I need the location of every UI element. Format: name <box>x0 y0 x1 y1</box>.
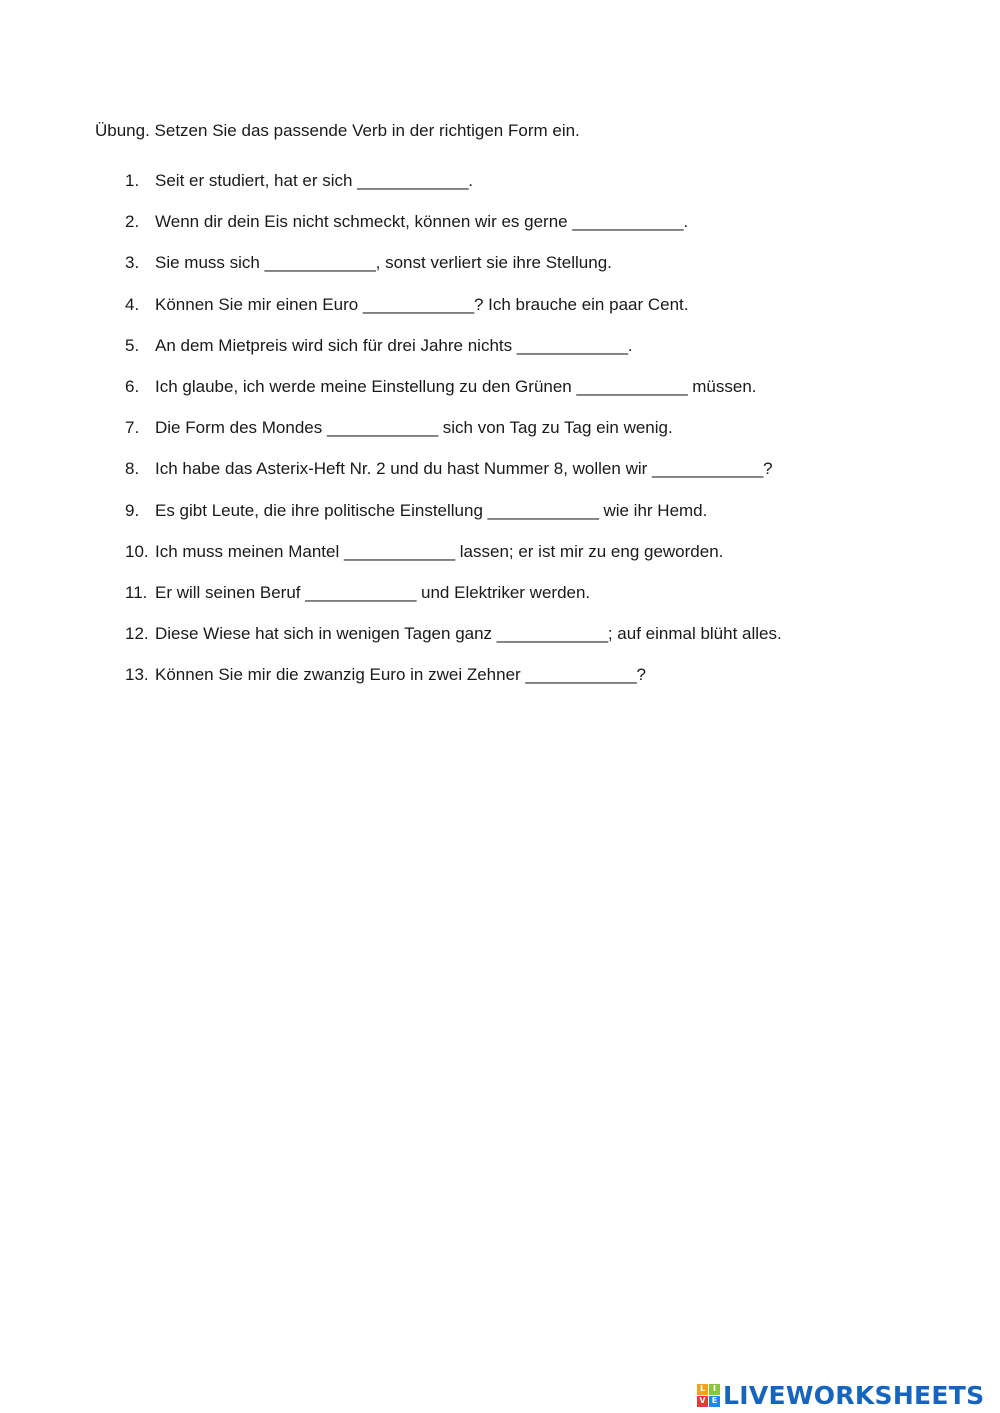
logo-mark-cell: L <box>697 1384 708 1395</box>
sentence-text-before: Seit er studiert, hat er sich <box>155 171 358 190</box>
answer-blank[interactable]: ____________ <box>362 294 474 314</box>
sentence-text-after: . <box>627 335 633 355</box>
sentence-text-before: Können Sie mir die zwanzig Euro in zwei Zehner <box>155 665 526 685</box>
logo-mark-cell: E <box>709 1396 720 1407</box>
item-sentence <box>155 417 673 439</box>
item-sentence <box>155 335 633 357</box>
item-number: 1. <box>125 171 140 190</box>
item-number: 3. <box>125 253 140 273</box>
item-number: 11. <box>125 582 148 602</box>
item-number: 6. <box>125 376 140 396</box>
item-sentence <box>155 582 590 604</box>
item-number: 9. <box>125 500 140 520</box>
item-sentence <box>155 541 723 563</box>
item-number: 4. <box>125 294 140 314</box>
sentence-text-after: ; auf einmal blüht alles. <box>607 624 782 644</box>
sentence-text-before: Wenn dir dein Eis nicht schmeckt, können wir es gerne <box>155 212 573 232</box>
item-sentence <box>155 294 689 316</box>
answer-blank[interactable]: ____________ <box>496 624 608 644</box>
liveworksheets-mark-icon <box>697 1384 720 1407</box>
item-sentence <box>155 211 688 233</box>
logo-text: LIVEWORKSHEETS <box>723 1380 985 1410</box>
sentence-text-after: ? Ich brauche ein paar Cent. <box>473 294 689 314</box>
sentence-text-after: wie ihr Hemd. <box>598 500 708 520</box>
item-sentence <box>155 664 646 686</box>
answer-blank[interactable]: ____________ <box>264 253 376 273</box>
sentence-text-before: Können Sie mir einen Euro <box>155 294 363 314</box>
sentence-text-before: Ich muss meinen Mantel <box>155 541 344 561</box>
item-number: 10. <box>125 541 149 561</box>
sentence-text-after: ? <box>763 459 773 479</box>
answer-blank[interactable]: ____________ <box>357 171 469 190</box>
item-number: 2. <box>125 212 140 232</box>
item-number: 7. <box>125 418 140 438</box>
sentence-text-after: ? <box>636 665 646 685</box>
sentence-text-before: Ich habe das Asterix-Heft Nr. 2 und du hast Nummer 8, wollen wir <box>155 459 653 479</box>
sentence-text-after: sich von Tag zu Tag ein wenig. <box>438 418 673 438</box>
sentence-text-after: müssen. <box>687 376 757 396</box>
sentence-text-after: und Elektriker werden. <box>416 582 591 602</box>
item-sentence <box>155 170 473 192</box>
item-number: 8. <box>125 459 140 479</box>
sentence-text-after: . <box>468 171 473 190</box>
item-number: 12. <box>125 624 149 644</box>
item-number: 13. <box>125 665 149 685</box>
logo-mark-cell: V <box>697 1396 708 1407</box>
item-sentence <box>155 623 782 645</box>
item-sentence <box>155 458 773 480</box>
answer-blank[interactable]: ____________ <box>576 376 688 396</box>
answer-blank[interactable]: ____________ <box>572 212 684 232</box>
sentence-text-before: Sie muss sich <box>155 253 265 273</box>
sentence-text-before: An dem Mietpreis wird sich für drei Jahre nichts <box>155 335 517 355</box>
item-sentence <box>155 376 757 398</box>
answer-blank[interactable]: ____________ <box>516 335 628 355</box>
liveworksheets-logo <box>697 1380 984 1410</box>
sentence-text-after: , sonst verliert sie ihre Stellung. <box>375 253 612 273</box>
answer-blank[interactable]: ____________ <box>487 500 599 520</box>
sentence-text-after: lassen; er ist mir zu eng geworden. <box>455 541 724 561</box>
instruction-heading: Übung. Setzen Sie das passende Verb in der richtigen Form ein. <box>95 121 580 140</box>
answer-blank[interactable]: ____________ <box>305 582 417 602</box>
sentence-text-before: Die Form des Mondes <box>155 418 327 438</box>
answer-blank[interactable]: ____________ <box>652 459 764 479</box>
item-sentence <box>155 252 612 274</box>
sentence-text-before: Er will seinen Beruf <box>155 582 306 602</box>
sentence-text-before: Diese Wiese hat sich in wenigen Tagen ganz <box>155 624 497 644</box>
answer-blank[interactable]: ____________ <box>326 418 439 438</box>
answer-blank[interactable]: ____________ <box>525 665 637 685</box>
sentence-text-before: Es gibt Leute, die ihre politische Einstellung <box>155 500 488 520</box>
sentence-text-before: Ich glaube, ich werde meine Einstellung zu den Grünen <box>155 376 577 396</box>
item-number: 5. <box>125 335 140 355</box>
logo-mark-cell: I <box>709 1384 720 1395</box>
sentence-text-after: . <box>683 212 689 232</box>
answer-blank[interactable]: ____________ <box>343 541 456 561</box>
item-sentence <box>155 500 707 522</box>
